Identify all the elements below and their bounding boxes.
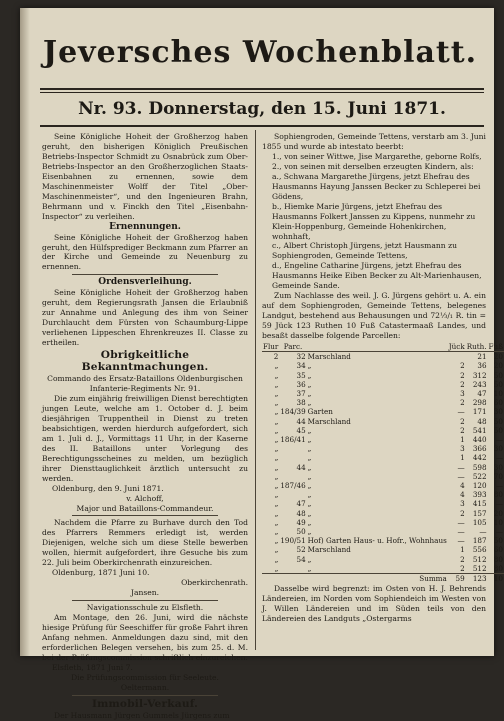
parcel-cell: Garten [307, 407, 333, 417]
heir-2b: b., Hiemke Marie Jürgens, jetzt Ehefrau des Hausmanns Folkert Janssen zu Kippens, nunmehr zu Klein-Hoppenburg, Gemeinde Hohenkirchen, wohnhaft, [272, 201, 476, 241]
notice-signature-title: Major und Bataillons-Commandeur. [76, 503, 214, 513]
parcel-cell: 45 [296, 425, 306, 435]
parcel-cell: 80 [493, 554, 503, 564]
parcel-cell: „ [307, 462, 312, 472]
parcel-cell: 3 [460, 499, 465, 509]
parcel-cell [279, 564, 306, 574]
parcel-cell: „ [307, 444, 312, 454]
parcel-cell: „ [307, 361, 312, 371]
parcel-cell: — [495, 481, 503, 491]
announcement-pastor: Seine Königliche Hoheit der Großherzog haben geruht, den Hülfsprediger Beckmann zum Pfarrer an der Kirche und Gemeinde zu Neuenburg zu ernennen. [42, 232, 248, 272]
parcel-row [262, 509, 504, 518]
parcel-cell: „ [307, 481, 312, 491]
notice-signature: Die Prüfungscommission für Seeleute. [71, 672, 219, 682]
parcel-cell: 442 [472, 453, 487, 463]
notice-place-date: Oldenburg, den 9. Juni 1871. [52, 483, 164, 493]
parcel-cell: 37 [296, 389, 306, 399]
parcel-cell: 49 [296, 517, 306, 527]
parcel-cell: 2 [460, 563, 465, 573]
sum-label: Summa [307, 574, 448, 584]
parcel-cell: „ [307, 563, 312, 573]
estate-paragraph: Zum Nachlasse des weil. J. G. Jürgens gehört u. A. ein auf dem Sophiengroden, Gemeinde Tettens, belegenes Landgut, bestehend aus Behausungen und 72⅓/₁ R. tin = 59 Jück 123 Ruthen 10 Fuß Catastermaaß Landes, und besaßt dasselbe folgende Parcellen: [262, 291, 486, 341]
parcel-cell: 34 [296, 361, 306, 371]
parcel-cell: „ [274, 527, 279, 537]
masthead-rule [40, 88, 484, 90]
parcel-cell: „ [274, 536, 279, 546]
parcel-row [262, 536, 504, 545]
parcel-cell: 2 [460, 425, 465, 435]
parcel-cell: 47 [477, 389, 487, 399]
sum-ruth: 123 [466, 574, 488, 584]
parcel-row [262, 463, 504, 472]
parcel-cell: „ [274, 370, 279, 380]
parcel-cell: „ [307, 379, 312, 389]
divider [72, 274, 218, 275]
parcel-cell: — [457, 471, 465, 481]
parcel-cell [279, 472, 306, 481]
masthead-title: Jeversches Wochenblatt. [42, 35, 478, 70]
notice-signature: Oberkirchenrath. [181, 578, 248, 588]
parcel-cell: 512 [472, 563, 487, 573]
parcel-cell: 20 [493, 508, 503, 518]
parcel-cell: 393 [472, 490, 487, 500]
parcel-cell: — [457, 536, 465, 546]
parcel-cell: „ [307, 370, 312, 380]
parcel-cell: 32 [296, 352, 306, 362]
parcel-cell: „ [307, 453, 312, 463]
parcel-cell: „ [274, 462, 279, 472]
dateline-rule [40, 125, 484, 127]
sum-juck: 59 [448, 574, 466, 584]
announcement-order: Seine Königliche Hoheit der Großherzog haben geruht, dem Regierungsrath Jansen die Erlaubniß zur Annahme und Anlegung des ihm von Seiner Durchlaucht dem Fürsten von Schaumburg-Lippe verliehenen Lippeschen Ehrenkreuzes II. Classe zu ertheilen. [42, 288, 248, 348]
parcel-row [262, 527, 504, 536]
parcel-cell: „ [274, 545, 279, 555]
notice-parish: Nachdem die Pfarre zu Burhave durch den Tod des Pfarrers Remmers erledigt ist, werden Diejenigen, welche sich um diese Stelle bewerben wollen, hiermit aufgefordert, ihre Gesuche bis zum 22. Juli beim Oberkirchenrath einzureichen. [42, 518, 248, 568]
parcel-cell: 171 [472, 407, 487, 417]
notice-place-date: Oldenburg, 1871 Juni 10. [52, 568, 150, 578]
parcel-table [262, 342, 504, 583]
parcel-row [262, 398, 504, 407]
parcel-row [262, 481, 504, 490]
parcel-cell: 52 [296, 545, 306, 555]
parcel-cell: 2 [460, 398, 465, 408]
parcel-cell: 187 [472, 536, 487, 546]
parcel-cell: — [495, 435, 503, 445]
parcel-row [262, 417, 504, 426]
col-flur: Flur [263, 342, 279, 352]
divider [72, 695, 218, 696]
parcel-cell: 38 [296, 398, 306, 408]
parcel-row [262, 380, 504, 389]
parcel-cell: 80 [493, 490, 503, 500]
parcel-cell: 20 [493, 352, 503, 362]
parcel-cell: 10 [493, 389, 503, 399]
sum-fuss: 10 [488, 574, 504, 584]
parcel-cell: 1 [460, 435, 465, 445]
notice-signature-name: Oeltermann. [120, 682, 170, 692]
heading-ernennungen: Ernennungen. [109, 221, 181, 232]
parcel-cell: 50 [493, 425, 503, 435]
parcel-row [262, 435, 504, 444]
parcel-cell: 30 [493, 444, 503, 454]
parcel-row [262, 352, 504, 362]
heir-2: 2., von seinen mit derselben erzeugten Kindern, als: [272, 161, 474, 171]
parcel-cell: — [495, 499, 503, 509]
parcel-cell: „ [307, 517, 312, 527]
heir-2c: c., Albert Christoph Jürgens, jetzt Hausmann zu Sophiengroden, Gemeinde Tettens, [272, 241, 457, 261]
parcel-cell [279, 444, 306, 453]
parcel-cell: 415 [472, 499, 487, 509]
parcel-row [262, 453, 504, 462]
parcel-row [262, 490, 504, 499]
parcel-table-body [262, 352, 504, 574]
parcel-cell: 60 [493, 398, 503, 408]
parcel-cell: 48 [477, 416, 487, 426]
col-ruth: Ruth. [466, 342, 487, 352]
heir-2a: a., Schwana Margarethe Jürgens, jetzt Ehefrau des Hausmanns Hayung Janssen Becker zu Schleperei bei Gödens, [272, 171, 481, 201]
parcel-cell: — [457, 407, 465, 417]
parcel-row [262, 555, 504, 564]
notice-signature: v. Alchoff, [126, 493, 164, 503]
parcel-cell: Marschland [307, 416, 351, 426]
parcel-row [262, 361, 504, 370]
parcel-row [262, 426, 504, 435]
parcel-cell: „ [274, 361, 279, 371]
parcel-cell: „ [274, 398, 279, 408]
parcel-cell: 35 [296, 370, 306, 380]
right-column [262, 132, 503, 652]
parcel-cell: „ [307, 527, 312, 537]
parcel-cell: 80 [493, 563, 503, 573]
parcel-cell: „ [307, 389, 312, 399]
parcel-cell: 30 [493, 462, 503, 472]
parcel-cell: „ [274, 471, 279, 481]
notice-place-date: Elsfleth, 1871 Juni 7. [52, 662, 133, 672]
parcel-cell: 298 [472, 398, 487, 408]
parcel-cell: 184/39 [280, 407, 306, 417]
notice-authority: Commando des Ersatz-Bataillons Oldenburgischen Infanterie-Regiments Nr. 91. [47, 374, 243, 394]
parcel-cell: „ [274, 389, 279, 399]
parcel-cell: 36 [477, 361, 487, 371]
parcel-cell: 556 [472, 545, 487, 555]
parcel-cell: 4 [460, 490, 465, 500]
parcel-cell: „ [274, 517, 279, 527]
parcel-row [262, 545, 504, 554]
parcel-cell: „ [307, 508, 312, 518]
parcel-cell: „ [274, 416, 279, 426]
parcel-cell: 50 [493, 416, 503, 426]
parcel-cell: Hof) Garten Haus- u. Hofr., Wohnhaus [307, 536, 447, 546]
parcel-cell [279, 453, 306, 462]
parcel-cell: 60 [493, 545, 503, 555]
parcel-cell: 30 [493, 407, 503, 417]
col-type [307, 342, 448, 352]
parcel-cell: „ [307, 499, 312, 509]
parcel-cell: „ [274, 444, 279, 454]
parcel-row [262, 518, 504, 527]
parcel-cell: 47 [296, 499, 306, 509]
issue-dateline: Nr. 93. Donnerstag, den 15. Juni 1871. [78, 99, 446, 119]
parcel-cell: 10 [493, 517, 503, 527]
parcel-cell: „ [307, 435, 312, 445]
parcel-cell: 44 [296, 462, 306, 472]
parcel-cell: — [479, 527, 487, 537]
parcel-cell: 50 [493, 370, 503, 380]
parcel-cell: 70 [493, 471, 503, 481]
parcel-cell: 2 [460, 379, 465, 389]
announcement-appointment: Seine Königliche Hoheit der Großherzog haben geruht, den bisherigen Königlich Preußischen Betriebs-Inspector Schmidt zu Osnabrück zum Ober-Betriebs-Inspector an den Großherzoglichen Staats-Eisenbahnen zu ernennen, sowie dem Maschinenmeister Wolff der Titel „Ober-Maschinenmeister“, und den Ingenieuren Brahn, Behrmann und v. Finckh den Titel „Eisenbahn-Inspector“ zu verleihen. [42, 132, 248, 221]
heading-navigation-school: Navigationsschule zu Elsfleth. [86, 603, 204, 613]
parcel-cell: 1 [460, 545, 465, 555]
parcel-row [262, 499, 504, 508]
estate-boundaries: Dasselbe wird begrenzt: im Osten von H. J. Behrends Ländereien, im Norden vom Sophiendeich im Westen von J. Willen Ländereien und im Süden teils von den Ländereien des Landguts „Ostergarms [262, 584, 486, 624]
newspaper-page [20, 8, 503, 720]
heir-1: 1., von seiner Wittwe, Jise Margarethe, geborne Rolfs, [272, 151, 482, 161]
masthead-rule-thin [40, 92, 484, 93]
parcel-cell: 36 [296, 379, 306, 389]
parcel-cell: „ [274, 425, 279, 435]
parcel-cell: 186/41 [280, 435, 306, 445]
parcel-cell: „ [307, 398, 312, 408]
parcel-cell: 541 [472, 425, 487, 435]
parcel-cell: 44 [296, 416, 306, 426]
heading-official-notices: Obrigkeitliche Bekanntmachungen. [81, 349, 209, 374]
parcel-cell: 157 [472, 508, 487, 518]
parcel-cell: „ [274, 435, 279, 445]
parcel-cell: 1 [460, 453, 465, 463]
parcel-row [262, 472, 504, 481]
parcel-cell: „ [274, 554, 279, 564]
parcel-cell: 2 [460, 554, 465, 564]
parcel-table-header [262, 342, 504, 352]
parcel-cell: 522 [472, 471, 487, 481]
parcel-cell: Marschland [307, 545, 351, 555]
parcel-cell: „ [307, 425, 312, 435]
parcel-cell: 2 [460, 508, 465, 518]
parcel-cell: „ [274, 490, 279, 500]
parcel-cell: — [495, 453, 503, 463]
parcel-cell: 54 [296, 554, 306, 564]
parcel-sum-row [262, 574, 504, 584]
divider [72, 600, 218, 601]
parcel-cell: 48 [296, 508, 306, 518]
parcel-cell: 105 [472, 517, 487, 527]
divider [72, 515, 218, 516]
parcel-cell: 50 [296, 527, 306, 537]
parcel-cell: — [457, 462, 465, 472]
parcel-cell: „ [307, 490, 312, 500]
parcel-cell: 187/46 [280, 481, 306, 491]
parcel-cell: — [457, 517, 465, 527]
parcel-cell: „ [274, 453, 279, 463]
notice-exam: Am Montage, den 26. Juni, wird die nächste hiesige Prüfung für Seeschiffer für große Fahrt ihren Anfang nehmen. Anmeldungen dazu sind, mit den erforderlichen Belegen versehen, bis zum 25. d. M. bei der Prüfungscommission schriftlich einzureichen. [42, 613, 248, 662]
heading-ordensverleihung: Ordensverleihung. [98, 277, 192, 288]
parcel-cell: 2 [273, 352, 279, 362]
parcel-cell: 120 [472, 481, 487, 491]
parcel-cell: „ [274, 407, 279, 417]
parcel-cell: „ [307, 554, 312, 564]
heading-property-sale: Immobil-Verkauf. [91, 697, 199, 710]
parcel-cell [448, 352, 466, 362]
heir-2d: d., Engeline Catharine Jürgens, jetzt Ehefrau des Hausmanns Heike Eiben Becker zu Alt-Marienhausen, Gemeinde Sande. [272, 261, 482, 291]
parcel-cell: — [457, 527, 465, 537]
col-juck: Jück [448, 342, 465, 352]
parcel-cell: 366 [472, 444, 487, 454]
left-column [42, 132, 248, 720]
parcel-cell: 4 [460, 481, 465, 491]
parcel-cell: 190/51 [280, 536, 306, 546]
parcel-cell: 50 [493, 379, 503, 389]
parcel-cell: „ [274, 563, 279, 573]
col-parc: Parc. [279, 342, 306, 352]
parcel-row [262, 389, 504, 398]
parcel-cell: 312 [472, 370, 487, 380]
parcel-cell: — [495, 527, 503, 537]
column-divider [255, 130, 256, 650]
parcel-cell: 243 [472, 379, 487, 389]
parcel-cell: 21 [477, 352, 487, 362]
parcel-cell: 50 [493, 536, 503, 546]
col-fuss: Fuß [488, 342, 503, 352]
parcel-cell: 512 [472, 554, 487, 564]
parcel-row [262, 564, 504, 574]
parcel-cell: 440 [472, 435, 487, 445]
parcel-row [262, 444, 504, 453]
parcel-cell: 598 [472, 462, 487, 472]
parcel-cell: „ [274, 481, 279, 491]
parcel-cell: 20 [493, 361, 503, 371]
parcel-cell [279, 490, 306, 499]
parcel-cell: „ [307, 471, 312, 481]
notice-signature-name: Jansen. [130, 588, 160, 598]
parcel-cell: 3 [460, 444, 465, 454]
notice-volunteers: Die zum einjährig freiwilligen Dienst berechtigten jungen Leute, welche am 1. October d. J. beim diesjährigen Truppentheil in Dienst zu treten beabsichtigen, werden hierdurch aufgefordert, sich am 1. Juli d. J., Vormittags 11 Uhr, in der Kaserne des II. Bataillons unter Vorlegung des Berechtigungsscheines zu melden, um bezüglich ihrer Diensttauglichkeit ärztlich untersucht zu werden. [42, 394, 248, 483]
parcel-cell: 2 [460, 370, 465, 380]
estate-intro: Sophiengroden, Gemeinde Tettens, verstarb am 3. Juni 1855 und wurde ab intestato beerbt: [262, 132, 486, 151]
parcel-cell: „ [274, 499, 279, 509]
parcel-cell: „ [274, 508, 279, 518]
parcel-row [262, 371, 504, 380]
parcel-cell: 2 [460, 416, 465, 426]
parcel-cell: 2 [460, 361, 465, 371]
parcel-cell: Marschland [307, 352, 351, 362]
parcel-row [262, 407, 504, 416]
parcel-cell: 3 [460, 389, 465, 399]
parcel-cell: „ [274, 379, 279, 389]
notice-property-sale: Der Hausmann Jürgen Gummels Jürgens zum [54, 710, 230, 720]
